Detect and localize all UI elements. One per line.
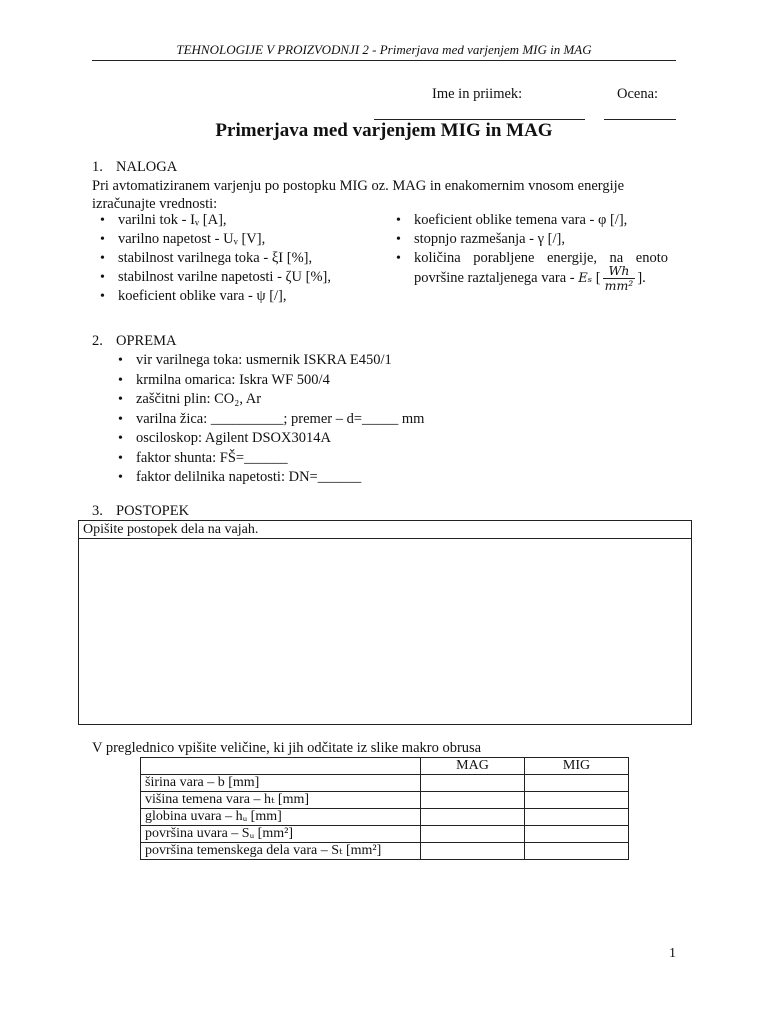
section-number: 2. <box>92 333 103 349</box>
section-3-heading <box>92 503 189 520</box>
table-header-cell: MIG <box>525 758 629 775</box>
section-1-heading <box>92 159 177 176</box>
table-cell-mig[interactable] <box>525 775 629 792</box>
table-header-cell: MAG <box>421 758 525 775</box>
table-row-label: širina vara – b [mm] <box>141 775 421 792</box>
fraction-denominator: mm² <box>604 278 634 293</box>
name-label: Ime in priimek: <box>432 86 523 102</box>
section-title: NALOGA <box>116 159 178 175</box>
table-cell-mig[interactable] <box>525 826 629 843</box>
table-row <box>141 775 629 792</box>
table-row-label: globina uvara – hᵤ [mm] <box>141 809 421 826</box>
table-intro: V preglednico vpišite veličine, ki jih odčitate iz slike makro obrusa <box>92 740 482 756</box>
table-cell-mag[interactable] <box>421 792 525 809</box>
procedure-box <box>78 520 692 725</box>
list-item: • krmilna omarica: Iskra WF 500/4 <box>114 371 424 391</box>
table-cell-mig[interactable] <box>525 809 629 826</box>
table-row <box>141 843 629 860</box>
document-title: Primerjava med varjenjem MIG in MAG <box>215 120 553 141</box>
table-row <box>141 792 629 809</box>
section-number: 3. <box>92 503 103 519</box>
fraction-numerator: Wh <box>603 264 636 279</box>
section-1-right-list <box>392 211 668 268</box>
list-item: • stabilnost varilne napetosti - ζU [%], <box>96 268 331 287</box>
list-item: • stabilnost varilnega toka - ξI [%], <box>96 249 331 268</box>
energy-bracket-close: ]. <box>637 269 646 286</box>
list-item: • faktor delilnika napetosti: DN=______ <box>114 468 424 488</box>
list-item: • koeficient oblike vara - ψ [/], <box>96 287 331 306</box>
table-cell-mag[interactable] <box>421 843 525 860</box>
procedure-answer-area[interactable] <box>79 539 691 724</box>
intro-line: izračunajte vrednosti: <box>92 196 218 212</box>
energy-formula-line <box>414 264 646 293</box>
section-2-list <box>114 351 424 488</box>
table-cell-mig[interactable] <box>525 843 629 860</box>
list-item: • varilna žica: __________; premer – d=_____ mm <box>114 410 424 430</box>
list-item: • varilno napetost - Uᵥ [V], <box>96 230 331 249</box>
table-cell-mag[interactable] <box>421 809 525 826</box>
list-item: • osciloskop: Agilent DSOX3014A <box>114 429 424 449</box>
energy-symbol: Eₛ <box>578 270 593 286</box>
section-2-heading <box>92 333 176 350</box>
section-1-left-list <box>96 211 331 306</box>
list-item: • faktor shunta: FŠ=______ <box>114 449 424 469</box>
table-row-label: površina temenskega dela vara – Sₜ [mm²] <box>141 843 421 860</box>
section-1-intro <box>92 177 672 213</box>
table-row-label: površina uvara – Sᵤ [mm²] <box>141 826 421 843</box>
table-header-row <box>141 758 629 775</box>
page-number: 1 <box>669 946 676 961</box>
list-item: • količina porabljene energije, na enoto <box>392 249 668 268</box>
grade-label: Ocena: <box>617 86 659 102</box>
intro-line: Pri avtomatiziranem varjenju po postopku MIG oz. MAG in enakomernim vnosom energije <box>92 178 625 194</box>
list-item: • koeficient oblike temena vara - φ [/], <box>392 211 668 230</box>
section-title: POSTOPEK <box>116 503 190 519</box>
table-cell-mig[interactable] <box>525 792 629 809</box>
list-item: • varilni tok - Iᵥ [A], <box>96 211 331 230</box>
list-item: • zaščitni plin: CO₂, Ar <box>114 390 424 410</box>
running-header: TEHNOLOGIJE V PROIZVODNJI 2 - Primerjava med varjenjem MIG in MAG <box>92 42 676 61</box>
energy-unit-fraction <box>603 264 636 293</box>
procedure-box-label: Opišite postopek dela na vajah. <box>79 521 691 539</box>
table-row <box>141 826 629 843</box>
section-number: 1. <box>92 159 103 175</box>
table-cell-mag[interactable] <box>421 826 525 843</box>
energy-line-prefix: površine raztaljenega vara - <box>414 269 575 286</box>
list-item: • stopnjo razmešanja - γ [/], <box>392 230 668 249</box>
energy-bracket-open: [ <box>595 269 601 286</box>
table-row-label: višina temena vara – hₜ [mm] <box>141 792 421 809</box>
section-title: OPREMA <box>116 333 177 349</box>
table-header-cell <box>141 758 421 775</box>
list-item: • vir varilnega toka: usmernik ISKRA E450/1 <box>114 351 424 371</box>
table-row <box>141 809 629 826</box>
measurement-table <box>140 757 629 860</box>
table-cell-mag[interactable] <box>421 775 525 792</box>
